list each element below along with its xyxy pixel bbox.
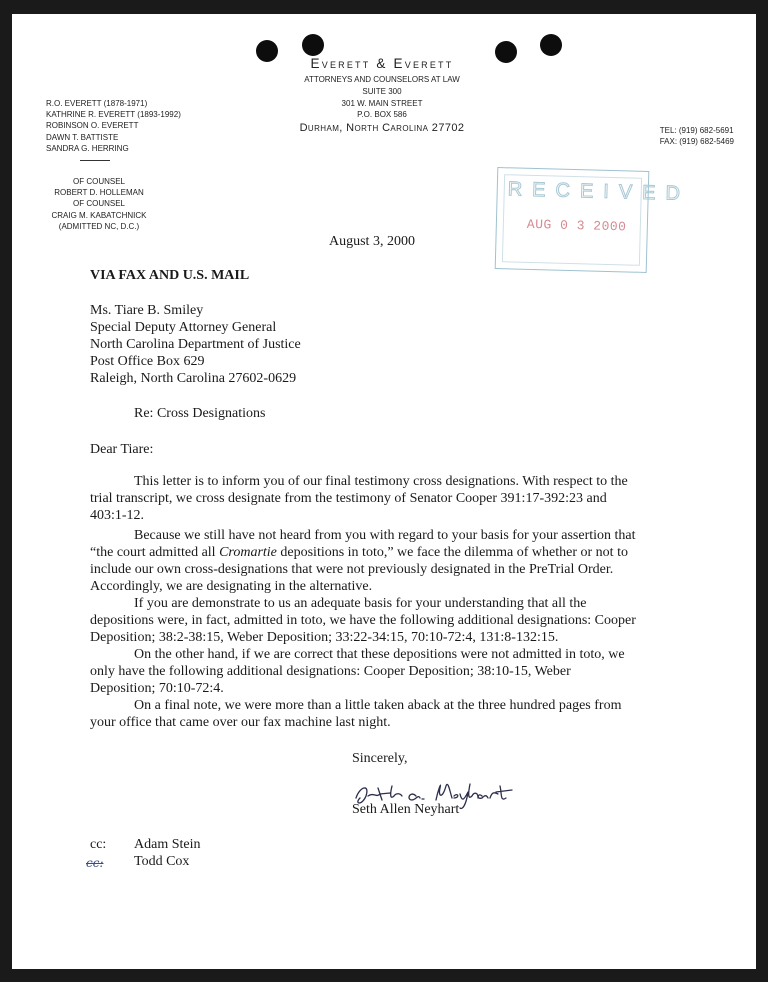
paragraph-3 [90,595,660,646]
recipient-line: Raleigh, North Carolina 27602-0629 [90,371,297,386]
text-span: depositions in toto,” we face the dilemma of whether or not to [276,545,628,560]
paragraph-5 [90,697,660,731]
partner-name: DAWN T. BATTISTE [46,132,119,142]
paragraph-line: Deposition; 70:10-72:4. [90,681,224,696]
paragraph-line: 403:1-12. [90,508,145,523]
cc-label: cc: [90,837,107,852]
punch-hole [302,34,324,56]
firm-suite: SUITE 300 [362,87,402,96]
paragraph-line: Because we still have not heard from you with regard to your basis for your assertion that [134,528,636,543]
paragraph-line: On the other hand, if we are correct that these depositions were not admitted in toto, we [134,647,625,662]
paragraph-line: only have the following additional designations: Cooper Deposition; 38:10-15, Weber [90,664,571,679]
recipient-line: Ms. Tiare B. Smiley [90,303,204,318]
closing: Sincerely, [352,751,408,766]
recipient-address [90,302,660,387]
punch-hole [256,40,278,62]
delivery-method: VIA FAX AND U.S. MAIL [90,268,250,283]
recipient-line: North Carolina Department of Justice [90,337,301,352]
firm-city: Durham, North Carolina 27702 [299,122,465,134]
firm-name: Everett & Everett [310,56,454,71]
counsel-line: OF COUNSEL [72,199,125,209]
paragraph-4 [90,646,660,697]
recipient-line: Post Office Box 629 [90,354,205,369]
paragraph-line [90,544,660,561]
recipient-line: Special Deputy Attorney General [90,320,277,335]
paragraph-line: Deposition; 38:2-38:15, Weber Deposition; 33:22-34:15, 70:10-72:4, 131:8-132:15. [90,630,559,645]
partner-name: R.O. EVERETT (1878-1971) [46,99,148,108]
fax-number: FAX: (919) 682-5469 [659,137,734,146]
counsel-line: CRAIG M. KABATCHNICK [51,210,147,220]
firm-po-box: P.O. BOX 586 [357,110,407,119]
letter-page [12,14,756,969]
tel-number: TEL: (919) 682-5691 [659,126,734,135]
cc-name: Todd Cox [134,854,190,869]
signer-name: Seth Allen Neyhart [352,802,460,817]
firm-street: 301 W. MAIN STREET [341,99,423,108]
paragraph-line: This letter is to inform you of our final testimony cross designations. With respect to the [134,474,628,489]
paragraph-line: If you are demonstrate to us an adequate basis for your understanding that all the [134,596,587,611]
counsel-line: (ADMITTED NC, D.C.) [58,221,140,231]
paragraph-1 [90,473,660,524]
paragraph-line: trial transcript, we cross designate from the testimony of Senator Cooper 391:17-392:23 and [90,491,607,506]
counsel-line: ROBERT D. HOLLEMAN [54,188,144,198]
partner-name: ROBINSON O. EVERETT [46,121,139,131]
letterhead-divider [80,160,110,161]
firm-tagline: ATTORNEYS AND COUNSELORS AT LAW [304,75,460,84]
salutation: Dear Tiare: [90,442,154,457]
cc-name: Adam Stein [134,837,201,852]
counsel-list [42,176,156,232]
partner-list [46,98,181,154]
stamp-word: RECEIVED [507,178,691,206]
punch-hole [540,34,562,56]
received-stamp [495,167,691,273]
paragraph-line: Accordingly, we are designating in the alternative. [90,579,373,594]
handwritten-cc-mark: cc: [86,856,104,870]
stamp-date: AUG 0 3 2000 [526,216,627,235]
partner-name: SANDRA G. HERRING [46,143,129,153]
paragraph-line: On a final note, we were more than a little taken aback at the three hundred pages from [134,698,622,713]
text-span: “the court admitted all [90,545,220,560]
contact-info [660,125,734,147]
case-name-italic: Cromartie [219,545,277,560]
counsel-line: OF COUNSEL [72,177,125,186]
partner-name: KATHRINE R. EVERETT (1893-1992) [46,110,181,120]
paragraph-2 [90,527,660,595]
letter-date: August 3, 2000 [329,234,415,249]
paragraph-line: depositions were, in fact, admitted in toto, we have the following additional designations: Cooper [90,613,636,628]
paragraph-line: include our own cross-designations that were not previously designated in the PreTrial Order. [90,562,614,577]
punch-hole [495,41,517,63]
subject-line: Re: Cross Designations [134,406,266,421]
paragraph-line: your office that came over our fax machine last night. [90,715,391,730]
